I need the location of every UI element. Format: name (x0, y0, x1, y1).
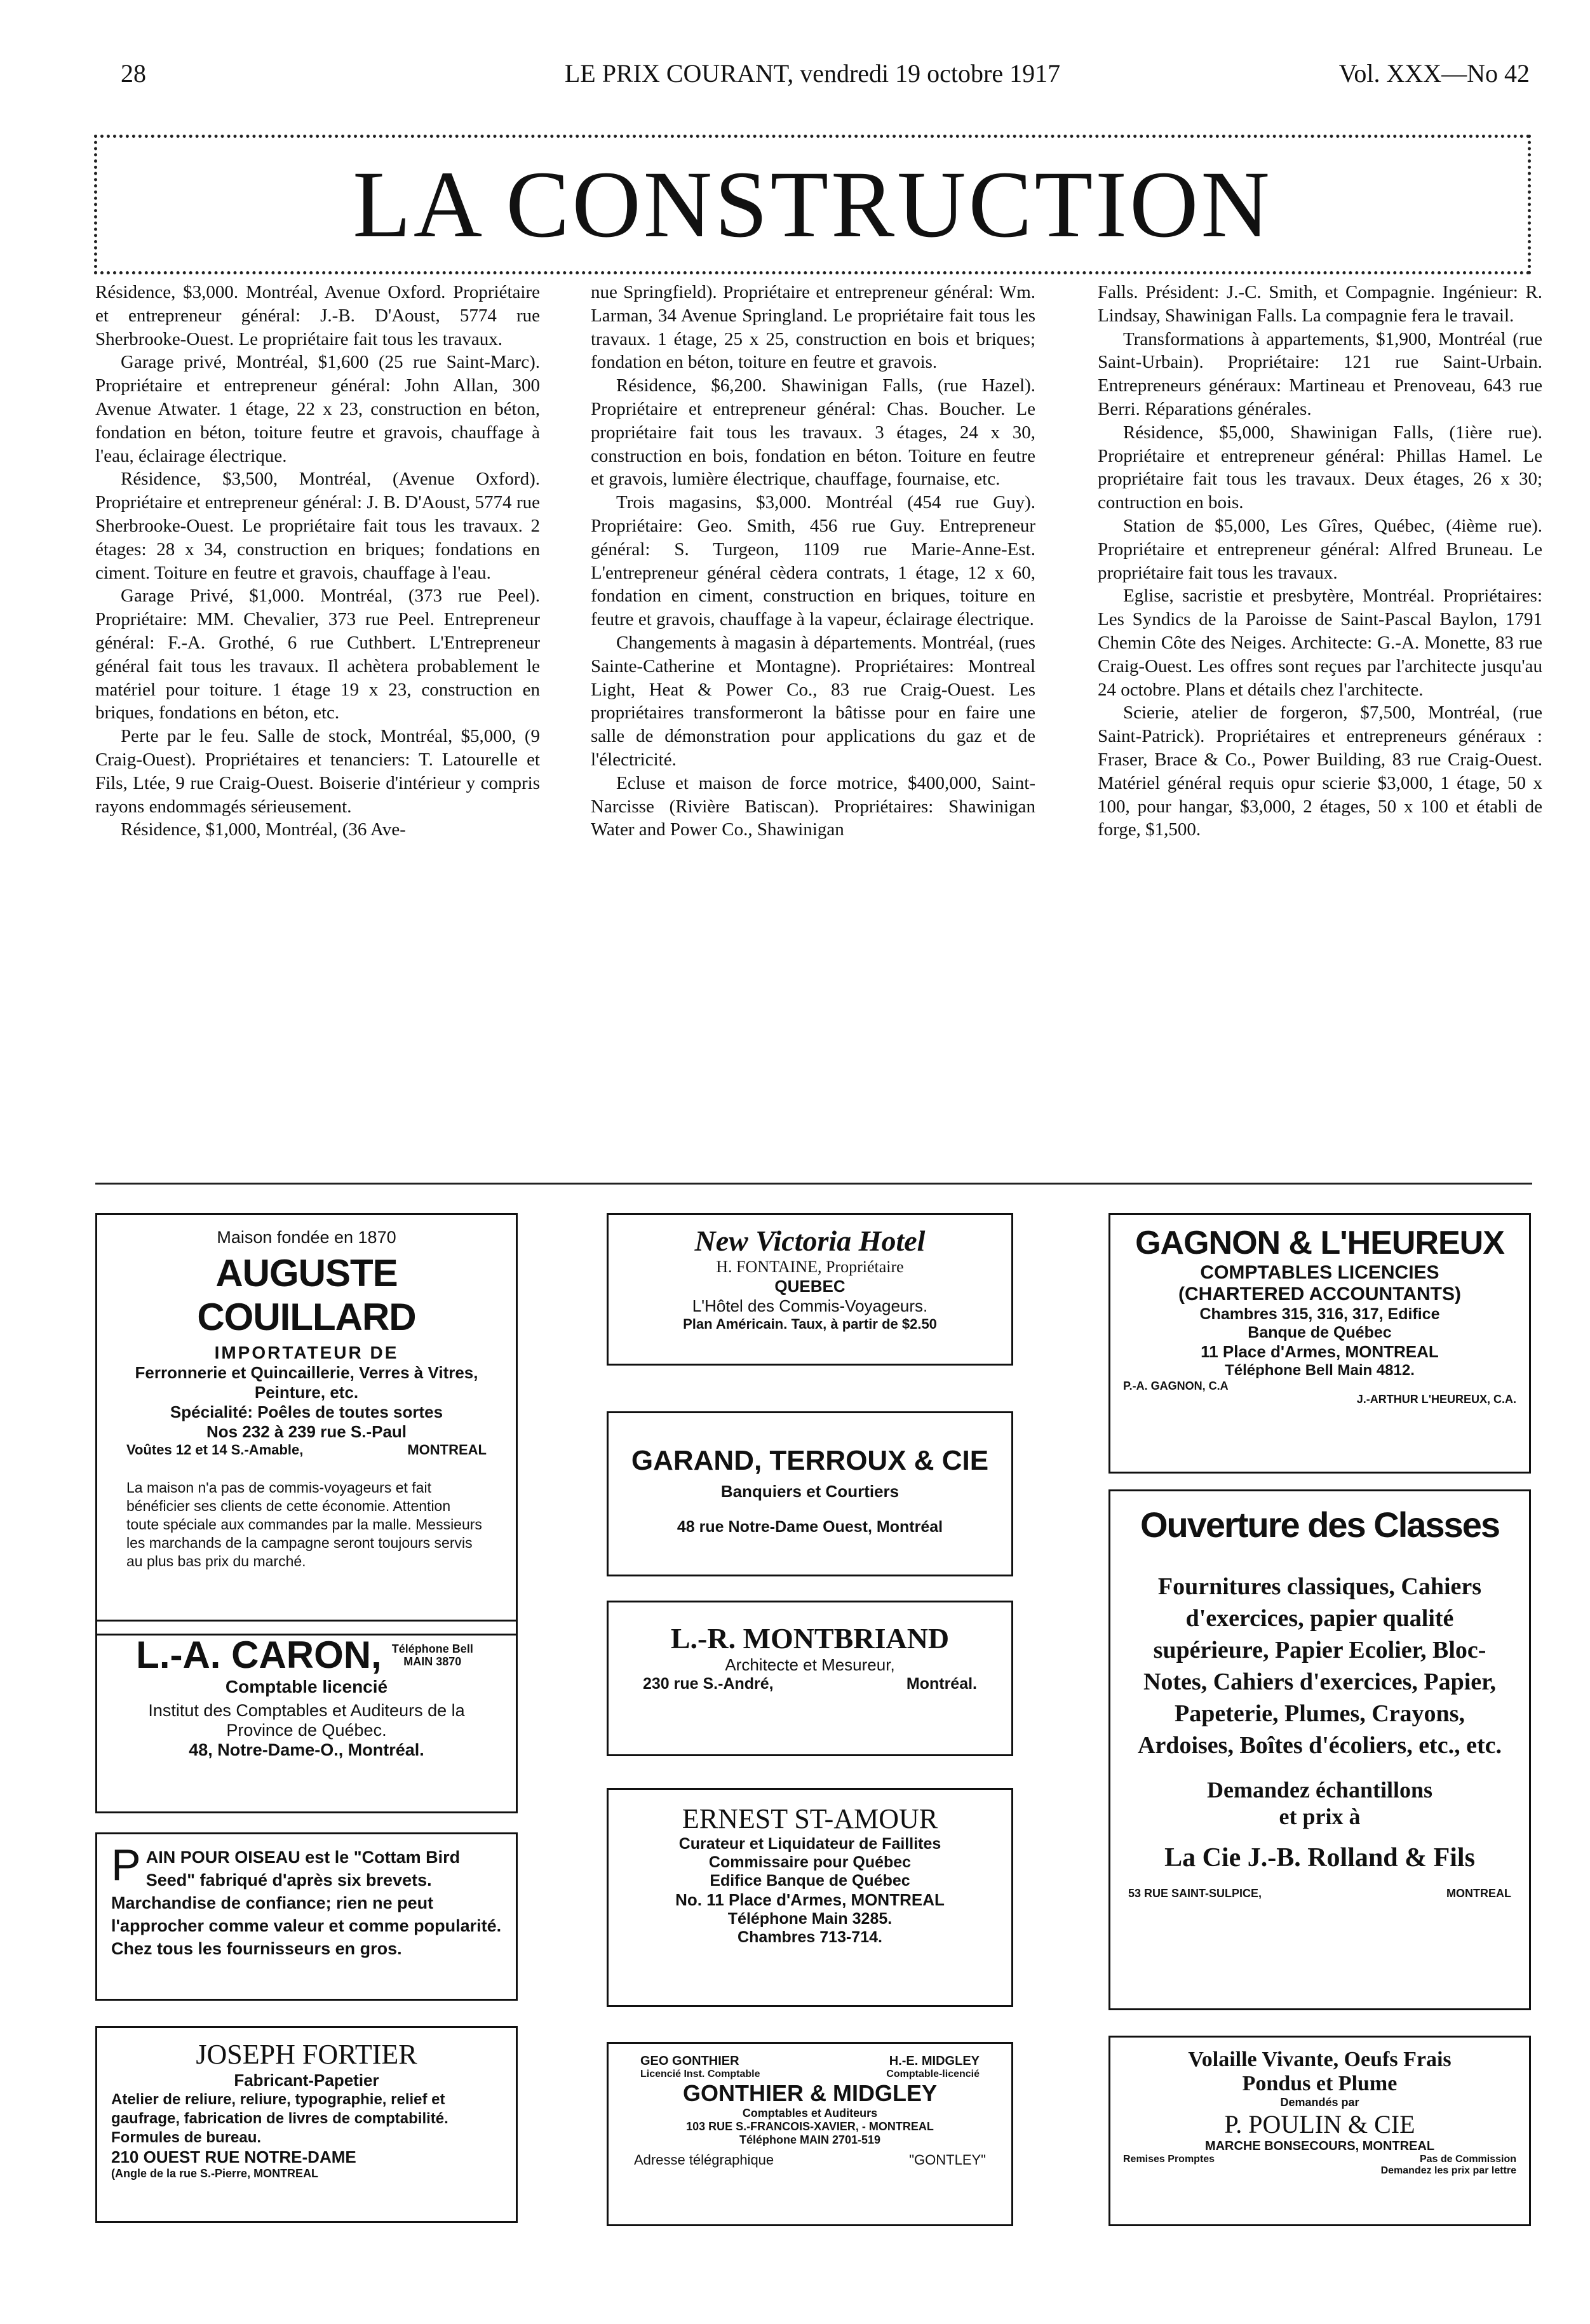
paragraph: Transformations à appartements, $1,900, Montréal (rue Saint-Urbain). Propriétaire: 121 rue Saint-Urbain. Entrepreneurs généraux: Martineau et Prenoveau, 643 rue Berri. Réparations générales. (1098, 328, 1542, 419)
ad-line: Edifice Banque de Québec (710, 1872, 910, 1890)
paragraph: Résidence, $3,500, Montréal, (Avenue Oxford). Propriétaire et entrepreneur général: J. B. D'Aoust, 5774 rue Sherbrooke-Ouest. Le propriétaire fait tous les travaux. 2 étages: 28 x 34, construction en briques; fondations en ciment. Toiture en feutre et gravois, chauffage à l'eau. (95, 469, 540, 583)
ad-la-caron (95, 1620, 518, 1813)
ad-line: (CHARTERED ACCOUNTANTS) (1178, 1284, 1461, 1305)
ad-company: La Cie J.-B. Rolland & Fils (1164, 1843, 1475, 1872)
paragraph: Résidence, $1,000, Montréal, (36 Ave- (121, 819, 406, 840)
paragraph: nue Springfield). Propriétaire et entrepreneur général: Wm. Larman, 34 Avenue Springland. Le propriétaire fait tous les travaux. 1 étage, 25 x 25, construction en bois et briques; fondation en béton, toiture en feutre et gravois. (591, 282, 1035, 373)
column-2 (591, 281, 1035, 842)
ad-line: Chambres 315, 316, 317, Edifice (1199, 1305, 1440, 1323)
ad-line: Nos 232 à 239 rue S.-Paul (206, 1422, 407, 1441)
ad-name: ERNEST ST-AMOUR (682, 1803, 938, 1834)
ad-line: et prix à (1279, 1804, 1361, 1829)
ad-pain-pour-oiseau (95, 1832, 518, 2001)
ad-name: New Victoria Hotel (694, 1225, 926, 1257)
ad-line: Demandez échantillons (1207, 1777, 1432, 1803)
ad-text: AIN POUR OISEAU est le "Cottam Bird Seed" fabriqué d'après six brevets. Marchandise de confiance; rien ne peut l'approcher comme valeur et comme popularité. Chez tous les fournisseurs en gros. (111, 1848, 502, 1958)
paragraph: Eglise, sacristie et presbytère, Montréal. Propriétaires: Les Syndics de la Paroisse de Saint-Pascal Baylon, 1791 Chemin Côte des Neiges. Architecte: G.-A. Monette, 83 rue Craig-Ouest. Les offres sont reçues par l'architecte jusqu'au 24 octobre. Plans et détails chez l'architecte. (1098, 586, 1542, 700)
ad-owner: H. FONTAINE, Propriétaire (716, 1258, 904, 1276)
paragraph: Perte par le feu. Salle de stock, Montréal, $5,000, (9 Craig-Ouest). Propriétaires et tenanciers: T. Latourelle et Fils, Ltée, 9 rue Craig-Ouest. Boiserie d'intérieur y compris rayons endommagés sérieusement. (95, 726, 540, 817)
paragraph: Résidence, $3,000. Montréal, Avenue Oxford. Propriétaire et entrepreneur général: J.-B. D'Aoust, 5774 rue Sherbrooke-Ouest. Le propriétaire fait tous les travaux. (95, 282, 540, 349)
ad-line: Adresse télégraphique (634, 2152, 774, 2168)
paragraph: Falls. Président: J.-C. Smith, et Compagnie. Ingénieur: R. Lindsay, Shawinigan Falls. La compagnie fera le travail. (1098, 282, 1542, 326)
ad-line: Plan Américain. Taux, à partir de $2.50 (683, 1316, 937, 1332)
ad-addr: 230 rue S.-André, (643, 1675, 774, 1693)
ad-name: GONTHIER & MIDGLEY (682, 2080, 937, 2106)
ad-note: La maison n'a pas de commis-voyageurs et fait bénéficier ses clients de cette économie. Attention toute spéciale aux commandes par la malle. Messieurs les marchands de la campagne seront toujours servis au plus bas prix du marché. (126, 1479, 482, 1569)
paragraph: Scierie, atelier de forgeron, $7,500, Montréal, (rue Saint-Patrick). Propriétaires et entrepreneurs généraux : Fraser, Brace & Co., Power Building, 83 rue Craig-Ouest. Matériel général requis opur scierie $3,000, 1 étage, 50 x 100, pour hangar, $3,000, 2 étages, 50 x 100 et établi de forge, $1,500. (1098, 702, 1542, 840)
ad-addr: 48 rue Notre-Dame Ouest, Montréal (677, 1518, 943, 1536)
ad-ouverture-des-classes (1108, 1489, 1531, 2010)
ad-signature: J.-ARTHUR L'HEUREUX, C.A. (1356, 1393, 1516, 1406)
ad-line: "GONTLEY" (909, 2152, 986, 2168)
paragraph: Garage privé, Montréal, $1,600 (25 rue Saint-Marc). Propriétaire et entrepreneur général: John Allan, 300 Avenue Atwater. 1 étage, 22 x 23, construction en béton, fondation en béton, toiture feutre et gravois, chauffage à l'eau, éclairage électrique. (95, 352, 540, 466)
ad-name: GAGNON & L'HEUREUX (1135, 1225, 1504, 1261)
ad-line: 11 Place d'Armes, MONTREAL (1201, 1342, 1439, 1361)
ad-garand-terroux (607, 1411, 1013, 1576)
ad-note: Pas de Commission (1419, 2154, 1516, 2165)
ad-line: Volaille Vivante, Oeufs Frais (1188, 2048, 1452, 2071)
ad-gagnon-lheureux (1108, 1213, 1531, 1474)
ad-name: P. POULIN & CIE (1224, 2110, 1415, 2139)
ad-p-poulin (1108, 2036, 1531, 2226)
column-1 (95, 281, 540, 842)
ad-line: (Angle de la rue S.-Pierre, MONTREAL (111, 2167, 319, 2180)
ad-body: Fournitures classiques, Cahiers d'exercices, papier qualité supérieure, Papier Ecolier, Bloc-Notes, Cahiers d'exercices, Papier, Papeterie, Plumes, Crayons, Ardoises, Boîtes d'écoliers, etc., etc. (1138, 1573, 1502, 1759)
ad-auguste-couillard (95, 1213, 518, 1636)
ad-line: Chambres 713-714. (738, 1928, 882, 1946)
ad-line: Atelier de reliure, reliure, typographie, relief et gaufrage, fabrication de livres de comptabilité. Formules de bureau. (111, 2091, 448, 2146)
ad-signature: P.-A. GAGNON, C.A (1123, 1380, 1229, 1392)
ad-role: Architecte et Mesureur, (725, 1655, 895, 1674)
ad-name: L.-R. MONTBRIAND (670, 1622, 950, 1655)
ad-line: MONTREAL (407, 1442, 487, 1458)
ad-role: Banquiers et Courtiers (720, 1482, 899, 1501)
ad-role: IMPORTATEUR DE (214, 1343, 399, 1362)
section-divider (95, 1183, 1532, 1185)
ad-line: Pondus et Plume (1242, 2072, 1398, 2095)
ad-partner-title: Comptable-licencié (886, 2069, 980, 2079)
ad-gonthier-midgley (607, 2042, 1013, 2226)
ad-partner-title: Licencié Inst. Comptable (640, 2069, 760, 2079)
ad-line: Téléphone Main 3285. (727, 1910, 893, 1928)
paragraph: Ecluse et maison de force motrice, $400,000, Saint-Narcisse (Rivière Batiscan). Propriétaires: Shawinigan Water and Power Co., Shawinigan (591, 772, 1035, 840)
ad-note: Demandez les prix par lettre (1380, 2165, 1516, 2176)
ad-line: Ferronnerie et Quincaillerie, Verres à Vitres, Peinture, etc. (135, 1363, 478, 1402)
ad-line: Demandés par (1280, 2096, 1359, 2109)
volume-number: Vol. XXX—No 42 (1338, 59, 1530, 88)
ad-role: Fabricant-Papetier (234, 2071, 379, 2090)
ad-city: QUEBEC (774, 1277, 846, 1296)
paragraph: Résidence, $5,000, Shawinigan Falls, (1ière rue). Propriétaire et entrepreneur général: Phillas Hamel. Le propriétaire fait tous les travaux. Deux étages, 26 x 30; contruction en bois. (1098, 422, 1542, 513)
ad-addr: MONTREAL (1446, 1887, 1511, 1900)
ad-role: Comptable licencié (225, 1677, 388, 1696)
ad-new-victoria-hotel (607, 1213, 1013, 1366)
ad-line: Spécialité: Poêles de toutes sortes (170, 1402, 443, 1421)
ad-initial: P (111, 1840, 141, 1890)
ad-line: Banque de Québec (1248, 1324, 1392, 1341)
section-title: LA CONSTRUCTION (353, 152, 1272, 257)
ad-line: Curateur et Liquidateur de Faillites (678, 1835, 941, 1853)
ad-partner: H.-E. MIDGLEY (889, 2054, 980, 2068)
ad-partner: GEO GONTHIER (640, 2054, 739, 2068)
ad-line: 48, Notre-Dame-O., Montréal. (189, 1740, 424, 1759)
ad-line: L'Hôtel des Commis-Voyageurs. (692, 1296, 928, 1315)
ad-name: JOSEPH FORTIER (196, 2039, 417, 2070)
paragraph: Résidence, $6,200. Shawinigan Falls, (rue Hazel). Propriétaire et entrepreneur général: Chas. Boucher. Le propriétaire fait tous les travaux. 3 étages, 24 x 30, construction en bois, fondation en béton. Toiture en feutre et gravois, lumière électrique, chauffage, fournaise, etc. (591, 375, 1035, 490)
ad-name: L.-A. CARON, (136, 1634, 382, 1676)
ad-addr: MARCHE BONSECOURS, MONTREAL (1204, 2139, 1435, 2153)
ad-line: 103 RUE S.-FRANCOIS-XAVIER, - MONTREAL (686, 2120, 934, 2133)
ad-line: No. 11 Place d'Armes, MONTREAL (675, 1890, 945, 1909)
paragraph: Garage Privé, $1,000. Montréal, (373 rue Peel). Propriétaire: MM. Chevalier, 373 rue Peel. Entrepreneur général: F.-A. Grothé, 6 rue Cuthbert. L'Entrepreneur général fait tous les travaux. Il achètera probablement le matériel pour toiture. 1 étage 19 x 23, construction en briques, fondations en béton, etc. (95, 586, 540, 723)
ad-addr: Montréal. (906, 1675, 977, 1693)
ad-line: Téléphone Bell Main 4812. (1225, 1362, 1415, 1379)
ad-name: GARAND, TERROUX & CIE (631, 1445, 989, 1476)
section-banner (94, 135, 1531, 274)
ad-addr: 53 RUE SAINT-SULPICE, (1128, 1887, 1262, 1900)
page-header (95, 58, 1530, 97)
ad-line: Commissaire pour Québec (708, 1853, 912, 1871)
page-number: 28 (121, 59, 146, 88)
ad-line: COMPTABLES LICENCIES (1200, 1262, 1439, 1283)
paragraph: Trois magasins, $3,000. Montréal (454 rue Guy). Propriétaire: Geo. Smith, 456 rue Guy. Entrepreneur général: S. Turgeon, 1109 rue Marie-Anne-Est. L'entrepreneur général cèdera contrats, 1 étage, 12 x 60, fondation en ciment, construction en briques, toiture en feutre et gravois, chauffage à la vapeur, éclairage électrique. (591, 492, 1035, 630)
ad-name: AUGUSTE COUILLARD (197, 1252, 416, 1338)
column-3 (1098, 281, 1542, 842)
ad-title: Ouverture des Classes (1140, 1505, 1499, 1545)
publication-title: LE PRIX COURANT, vendredi 19 octobre 1917 (564, 59, 1061, 88)
ad-line: Téléphone MAIN 2701-519 (739, 2133, 881, 2146)
ad-line: 210 OUEST RUE NOTRE-DAME (111, 2147, 356, 2166)
ad-phone: Téléphone Bell MAIN 3870 (391, 1642, 473, 1668)
ad-ernest-st-amour (607, 1788, 1013, 2007)
ad-founded: Maison fondée en 1870 (217, 1228, 396, 1247)
ad-note: Remises Promptes (1123, 2154, 1215, 2165)
ad-line: Voûtes 12 et 14 S.-Amable, (126, 1442, 304, 1458)
paragraph: Changements à magasin à départements. Montréal, (rues Sainte-Catherine et Montagne). Propriétaires: Montreal Light, Heat & Power Co., 83 rue Craig-Ouest. Les propriétaires transformeront la bâtisse pour en faire une salle de démonstration pour applications du gaz et de l'électricité. (591, 632, 1035, 770)
ad-line: Comptables et Auditeurs (742, 2107, 878, 2119)
ad-montbriand (607, 1601, 1013, 1756)
paragraph: Station de $5,000, Les Gîres, Québec, (4ième rue). Propriétaire et entrepreneur général: Alfred Bruneau. Le propriétaire fait tous les travaux. (1098, 515, 1542, 583)
ad-joseph-fortier (95, 2026, 518, 2223)
article-columns (95, 281, 1542, 1170)
ad-line: Institut des Comptables et Auditeurs de la Province de Québec. (148, 1701, 465, 1740)
